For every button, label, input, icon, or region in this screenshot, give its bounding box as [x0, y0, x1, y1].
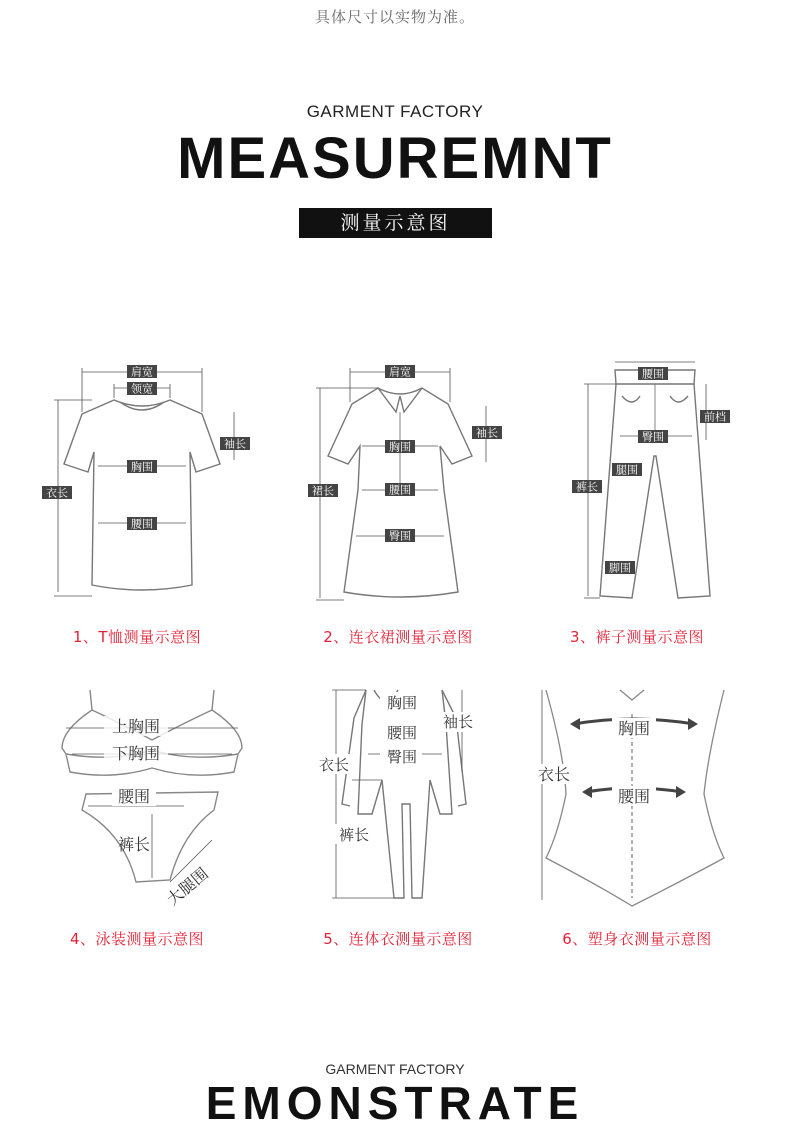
label-hip: 臀围 [386, 748, 418, 766]
label-hip: 臀围 [389, 529, 411, 543]
label-sleeve: 袖长 [224, 437, 246, 451]
caption-swimwear: 4、泳装测量示意图 [69, 930, 205, 948]
label-collar: 领宽 [131, 382, 153, 396]
jumpsuit-diagram [306, 684, 506, 934]
label-hip: 臀围 [642, 430, 664, 444]
label-shoulder: 肩宽 [131, 365, 153, 379]
label-waist: 腰围 [642, 367, 664, 381]
pants-diagram [570, 360, 770, 610]
label-chest: 胸围 [131, 460, 153, 474]
label-waist: 腰围 [389, 483, 411, 497]
shapewear-diagram [536, 684, 736, 934]
tshirt-diagram [42, 360, 246, 610]
label-chest: 胸围 [389, 440, 411, 454]
label-length: 裤长 [576, 480, 598, 494]
label-top-length: 衣长 [318, 756, 350, 774]
page-title: MEASUREMNT [177, 126, 613, 191]
label-length: 衣长 [46, 486, 68, 500]
caption-shapewear: 6、塑身衣测量示意图 [562, 930, 712, 948]
label-chest: 胸围 [617, 719, 651, 738]
label-length: 裤长 [117, 835, 151, 854]
label-upper-bust: 上胸围 [111, 717, 161, 736]
label-waist: 腰围 [131, 517, 153, 531]
label-sleeve: 袖长 [442, 713, 474, 731]
caption-pants: 3、裤子测量示意图 [569, 628, 705, 646]
label-length: 衣长 [537, 765, 571, 784]
label-waist: 腰围 [117, 787, 151, 806]
size-notice: 具体尺寸以实物为准。 [314, 8, 475, 26]
label-thigh: 腿围 [616, 463, 638, 477]
swimwear-diagram [52, 684, 252, 934]
dress-diagram [300, 360, 500, 610]
label-chest: 胸围 [386, 694, 418, 712]
label-rise: 前档 [704, 410, 726, 424]
label-hem: 脚围 [609, 561, 631, 575]
label-thigh: 大腿围 [162, 863, 212, 910]
label-shoulder: 肩宽 [389, 365, 411, 379]
label-pants-length: 裤长 [338, 826, 370, 844]
caption-jumpsuit: 5、连体衣测量示意图 [323, 930, 473, 948]
label-waist: 腰围 [386, 724, 418, 742]
section-badge: 测量示意图 [299, 208, 492, 238]
caption-dress: 2、连衣裙测量示意图 [323, 628, 473, 646]
label-waist: 腰围 [617, 787, 651, 806]
caption-tshirt: 1、T恤测量示意图 [72, 628, 202, 646]
header-subtitle: GARMENT FACTORY [306, 102, 484, 121]
label-sleeve: 袖长 [476, 426, 498, 440]
footer-title: EMONSTRATE [205, 1077, 585, 1129]
label-skirt-length: 裙长 [312, 484, 334, 498]
label-lower-bust: 下胸围 [111, 744, 161, 763]
footer-subtitle: GARMENT FACTORY [325, 1061, 465, 1077]
